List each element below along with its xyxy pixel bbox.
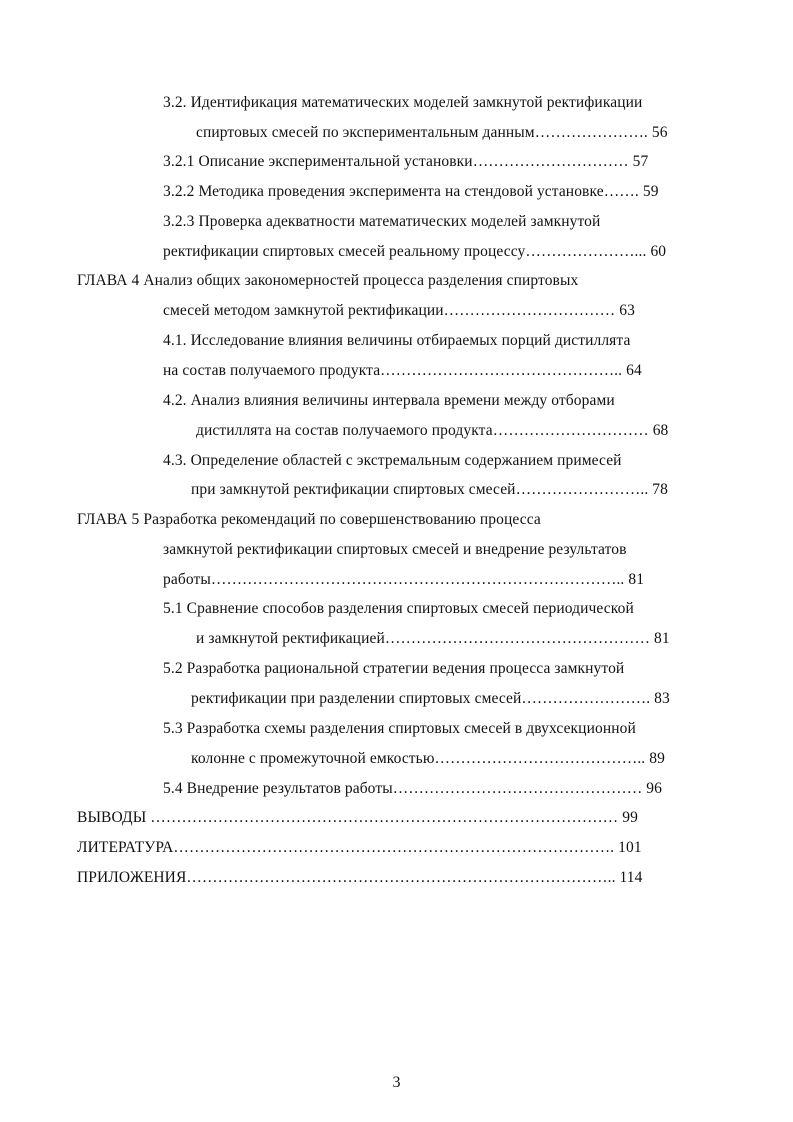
toc-line: ректификации при разделении спиртовых смесей……………………. 83 [191,690,670,707]
toc-line: 3.2.2 Методика проведения эксперимента на стендовой установке……. 59 [163,183,659,200]
toc-line: и замкнутой ректификацией…………………………………………… 81 [196,630,670,647]
toc-line: 5.4 Внедрение результатов работы………………………………………… 96 [163,780,662,797]
toc-line: 5.1 Сравнение способов разделения спиртовых смесей периодической [163,600,634,617]
toc-chapter-heading: ГЛАВА 5 Разработка рекомендаций по совершенствованию процесса [77,511,541,528]
toc-line: ректификации спиртовых смесей реальному процессу…………………... 60 [163,243,667,260]
toc-line: дистиллята на состав получаемого продукта………………………… 68 [196,422,669,439]
toc-section-appendices: ПРИЛОЖЕНИЯ……………………………………………………………………….. 114 [77,869,643,886]
toc-line: работы…………………………………………………………………….. 81 [163,571,645,588]
toc-section-literature: ЛИТЕРАТУРА…………………………………………………………………………. 101 [77,839,642,856]
toc-line: при замкнутой ректификации спиртовых смесей…………………….. 78 [191,481,669,498]
toc-chapter-heading: ГЛАВА 4 Анализ общих закономерностей процесса разделения спиртовых [77,272,579,289]
toc-line: колонне с промежуточной емкостью………………………………….. 89 [191,750,665,767]
toc-line: на состав получаемого продукта……………………………………….. 64 [163,362,642,379]
toc-line: 4.2. Анализ влияния величины интервала времени между отборами [163,392,615,409]
toc-line: 3.2.1 Описание экспериментальной установки………………………… 57 [163,153,649,170]
page-number: 3 [392,1074,401,1091]
toc-line: 5.3 Разработка схемы разделения спиртовых смесей в двухсекционной [163,720,636,737]
toc-line: спиртовых смесей по экспериментальным данным…………………. 56 [196,124,668,141]
toc-line: 4.3. Определение областей с экстремальным содержанием примесей [163,452,622,469]
toc-line: смесей методом замкнутой ректификации…………………………… 63 [163,302,635,319]
toc-line: 3.2.3 Проверка адекватности математических моделей замкнутой [163,213,601,230]
toc-line: 5.2 Разработка рациональной стратегии ведения процесса замкнутой [163,660,625,677]
toc-section-conclusions: ВЫВОДЫ ……………………………………………………………………………… 99 [77,809,638,826]
toc-line: 3.2. Идентификация математических моделей замкнутой ректификации [163,94,643,111]
toc-line: 4.1. Исследование влияния величины отбираемых порций дистиллята [163,332,631,349]
toc-line: замкнутой ректификации спиртовых смесей и внедрение результатов [163,541,627,558]
